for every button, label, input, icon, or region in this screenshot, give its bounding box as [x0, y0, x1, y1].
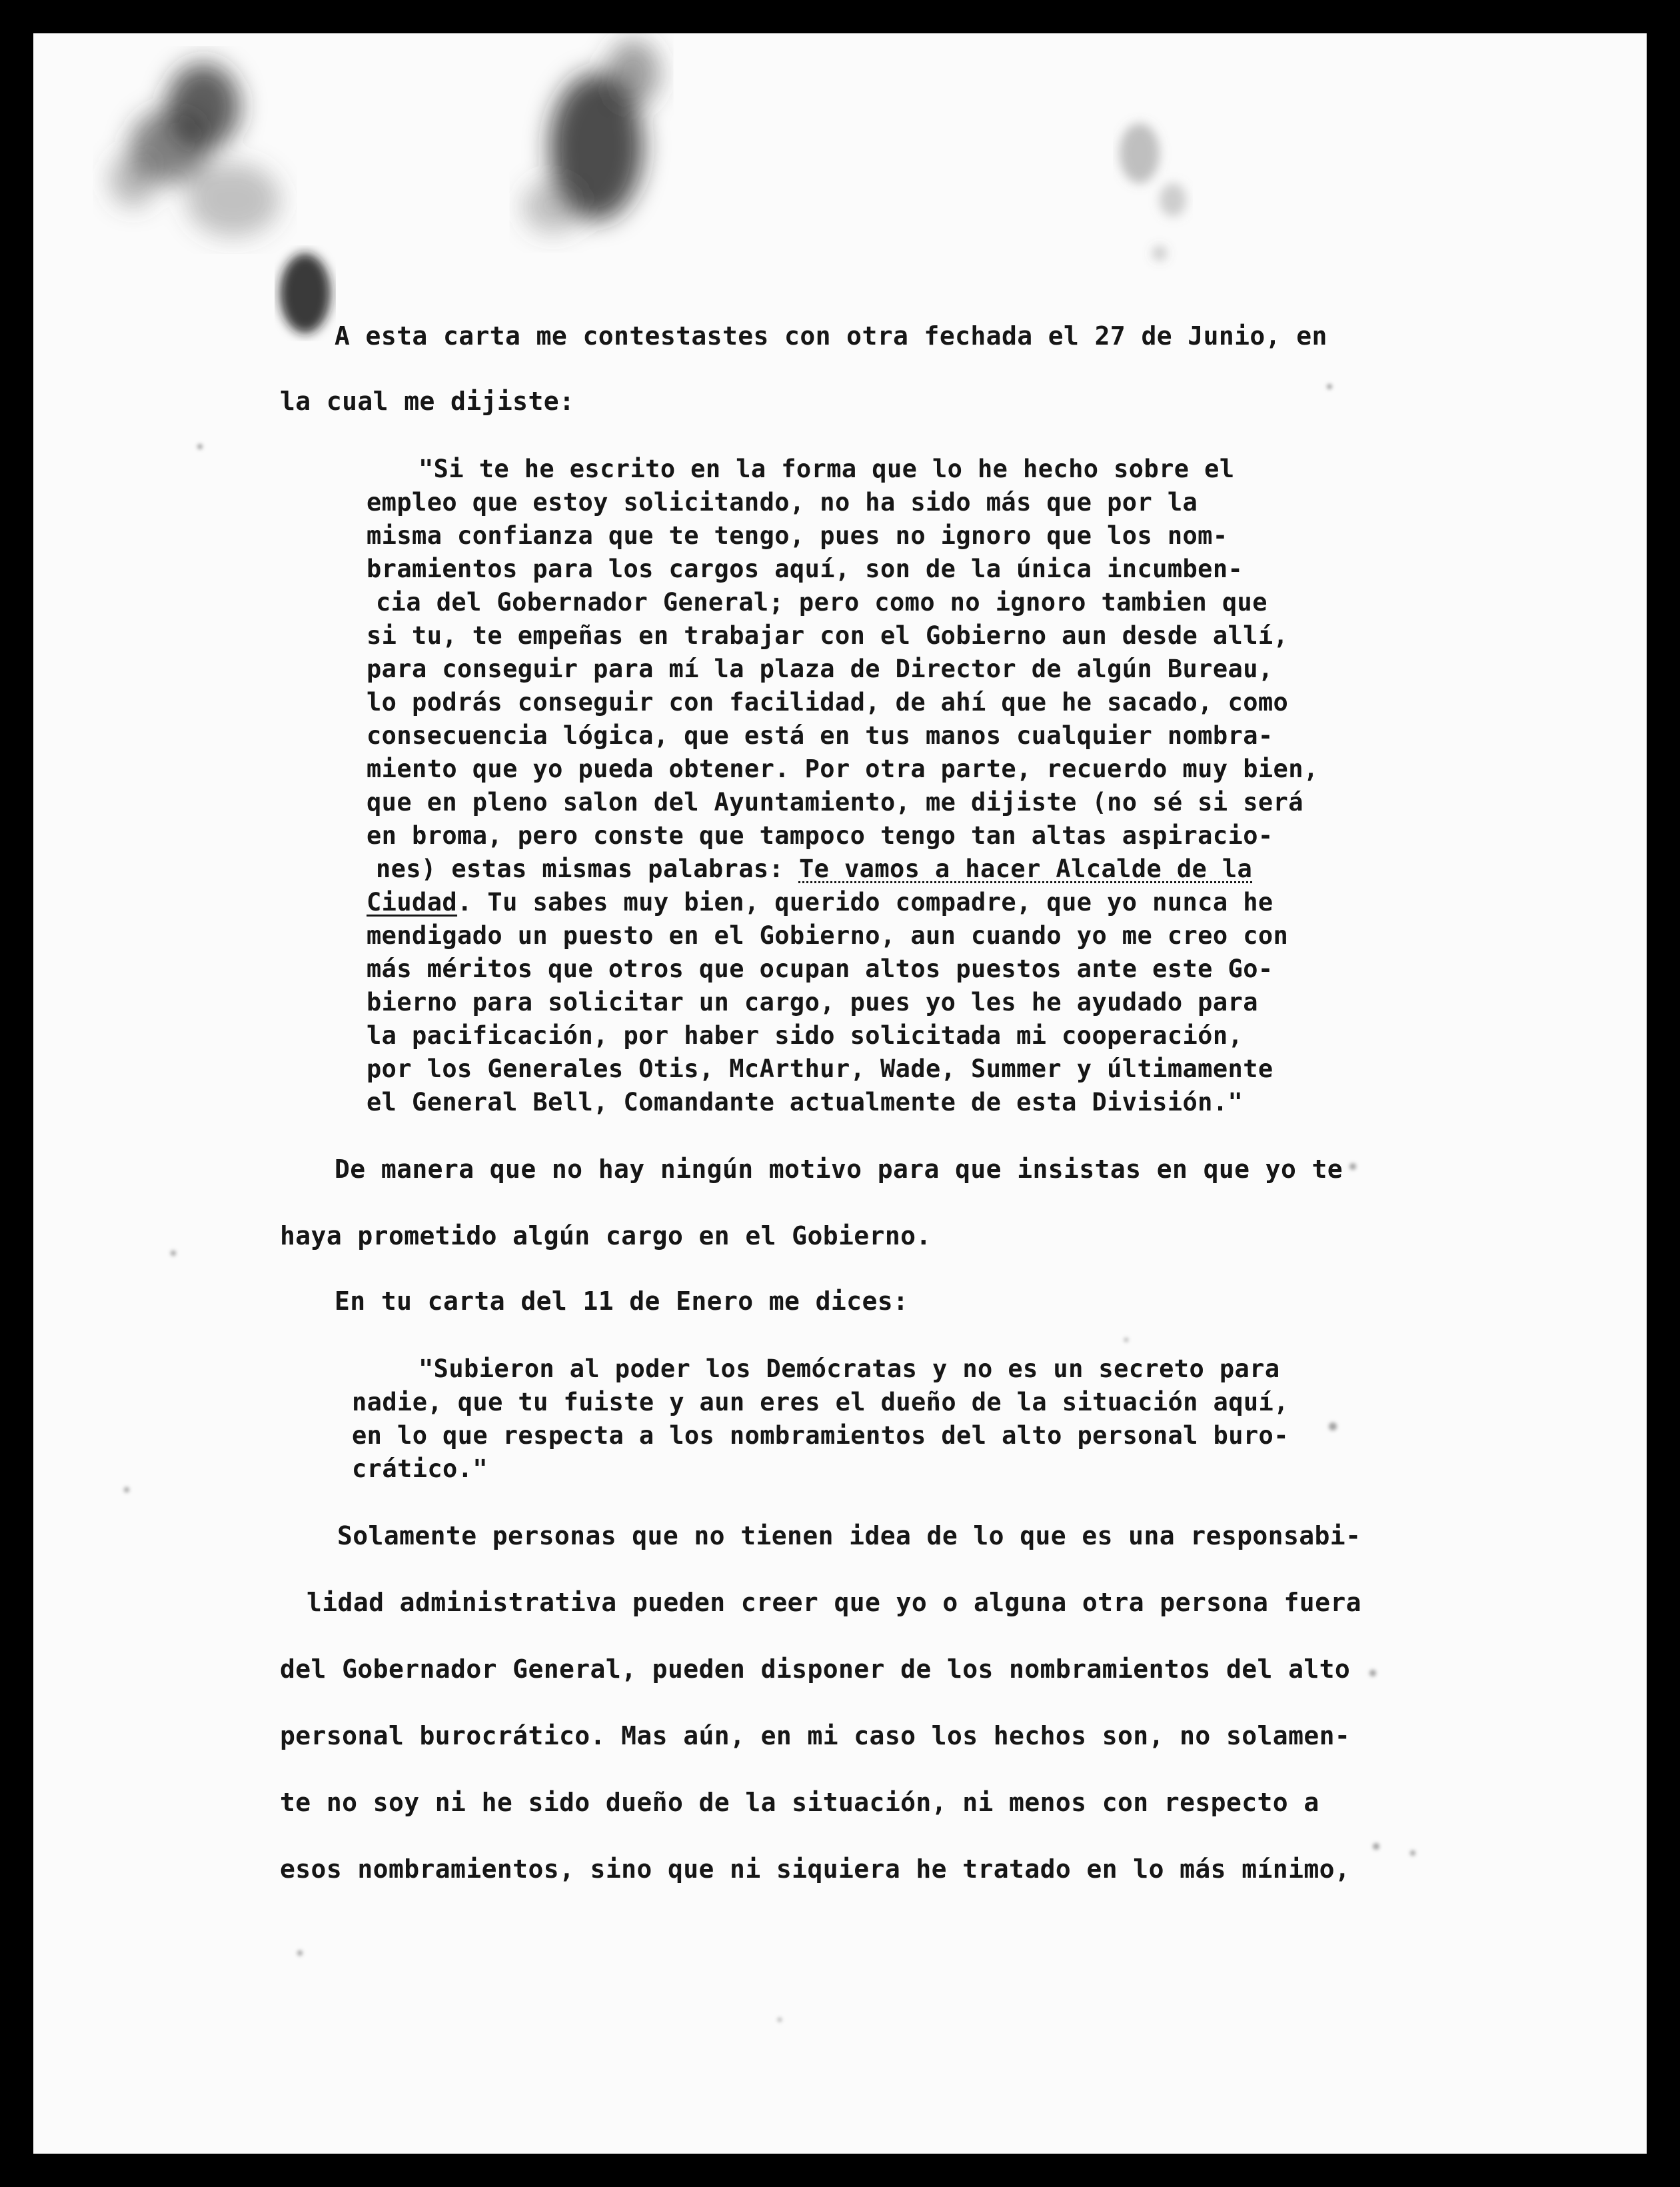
paragraph-4-line-2: lidad administrativa pueden creer que yo o alguna otra persona fuera	[307, 1588, 1361, 1617]
quote-1-line-2: empleo que estoy solicitando, no ha sido más que por la	[367, 488, 1198, 517]
underlined-word: Ciudad	[367, 888, 458, 917]
quote-1-line-12: en broma, pero conste que tampoco tengo tan altas aspiracio-	[367, 821, 1273, 850]
paragraph-1-line-1: A esta carta me contestastes con otra fechada el 27 de Junio, en	[335, 321, 1327, 351]
paragraph-1-line-2: la cual me dijiste:	[280, 387, 575, 416]
quote-1-line-6: si tu, te empeñas en trabajar con el Gobierno aun desde allí,	[367, 621, 1289, 650]
quote-1-line-19: por los Generales Otis, McArthur, Wade, Summer y últimamente	[367, 1055, 1273, 1083]
paragraph-3-line-1: En tu carta del 11 de Enero me dices:	[335, 1286, 909, 1316]
quote-1-line-18: la pacificación, por haber sido solicitada mi cooperación,	[367, 1021, 1244, 1050]
quote-1-line-14-text: . Tu sabes muy bien, querido compadre, que yo nunca he	[457, 888, 1273, 917]
quote-1-line-13	[376, 855, 1252, 884]
quote-1-line-20: el General Bell, Comandante actualmente de esta División."	[367, 1088, 1244, 1116]
quote-1-line-16: más méritos que otros que ocupan altos puestos ante este Go-	[367, 955, 1273, 983]
paragraph-4-line-4: personal burocrático. Mas aún, en mi caso los hechos son, no solamen-	[280, 1721, 1351, 1750]
quote-1-line-4: bramientos para los cargos aquí, son de la única incumben-	[367, 555, 1244, 583]
quote-2-line-1: "Subieron al poder los Demócratas y no es un secreto para	[419, 1354, 1280, 1383]
quote-2-line-2: nadie, que tu fuiste y aun eres el dueño de la situación aquí,	[352, 1388, 1289, 1416]
paragraph-4-line-5: te no soy ni he sido dueño de la situación, ni menos con respecto a	[280, 1788, 1319, 1817]
quote-2-line-3: en lo que respecta a los nombramientos del alto personal buro-	[352, 1421, 1289, 1450]
paragraph-2-line-2: haya prometido algún cargo en el Gobierno.	[280, 1221, 932, 1250]
document-page	[33, 33, 1647, 2154]
smudge-left-mark	[280, 253, 331, 333]
quote-1-line-1: "Si te he escrito en la forma que lo he hecho sobre el	[419, 455, 1235, 483]
smudge-top-left	[110, 63, 280, 237]
quote-1-line-9: consecuencia lógica, que está en tus manos cualquier nombra-	[367, 721, 1273, 750]
quote-1-line-3: misma confianza que te tengo, pues no ignoro que los nom-	[367, 521, 1228, 550]
paragraph-2-line-1: De manera que no hay ningún motivo para que insistas en que yo te	[335, 1154, 1343, 1184]
quote-1-line-14	[367, 888, 1273, 917]
underlined-phrase: Te vamos a hacer Alcalde de la	[798, 855, 1253, 883]
quote-1-line-10: miento que yo pueda obtener. Por otra parte, recuerdo muy bien,	[367, 755, 1319, 783]
quote-1-line-7: para conseguir para mí la plaza de Director de algún Bureau,	[367, 655, 1273, 683]
quote-1-line-11: que en pleno salon del Ayuntamiento, me dijiste (no sé si será	[367, 788, 1303, 817]
paragraph-4-line-1: Solamente personas que no tienen idea de lo que es una responsabi-	[337, 1521, 1361, 1550]
quote-1-line-17: bierno para solicitar un cargo, pues yo les he ayudado para	[367, 988, 1258, 1017]
smudge-top-right	[1120, 123, 1186, 260]
quote-1-line-8: lo podrás conseguir con facilidad, de ahí que he sacado, como	[367, 688, 1289, 717]
paragraph-4-line-6: esos nombramientos, sino que ni siquiera he tratado en lo más mínimo,	[280, 1854, 1351, 1884]
quote-2-line-4: crático."	[352, 1454, 488, 1483]
quote-1-line-13-text: nes) estas mismas palabras:	[376, 855, 799, 883]
paragraph-4-line-3: del Gobernador General, pueden disponer de los nombramientos del alto	[280, 1654, 1351, 1684]
smudge-top-center	[523, 40, 660, 233]
quote-1-line-15: mendigado un puesto en el Gobierno, aun cuando yo me creo con	[367, 921, 1289, 950]
quote-1-line-5: cia del Gobernador General; pero como no ignoro tambien que	[376, 588, 1267, 617]
